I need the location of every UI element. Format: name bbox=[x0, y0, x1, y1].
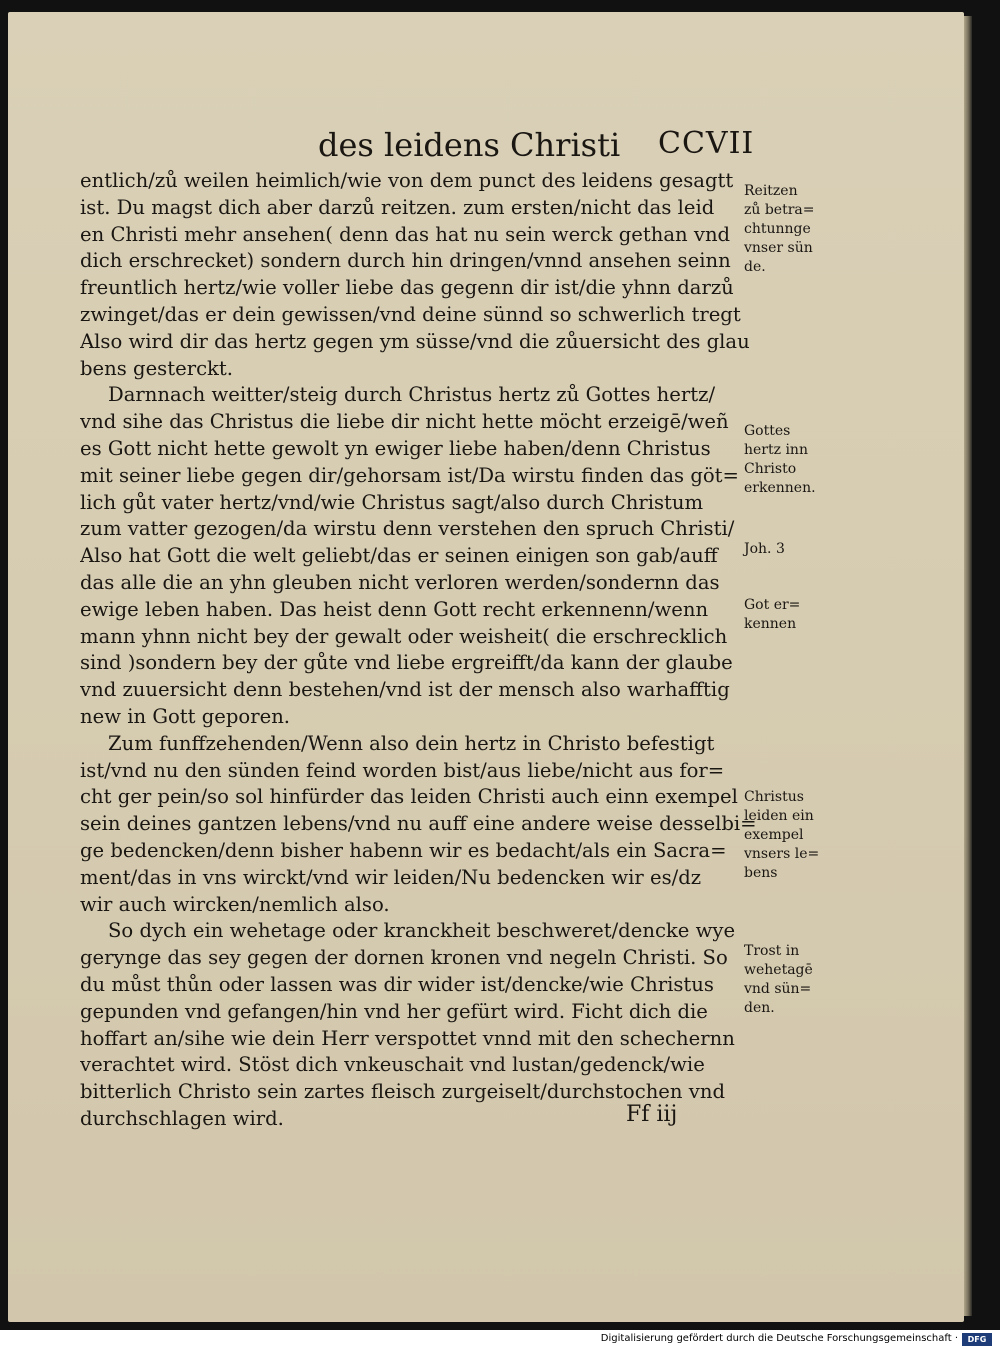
dfg-logo: DFG bbox=[962, 1333, 992, 1346]
text-line: Darnnach weitter/steig durch Christus hertz zů Gottes hertz/ bbox=[108, 383, 716, 407]
margin-note-line: Christus bbox=[744, 789, 804, 805]
margin-note bbox=[744, 788, 819, 883]
margin-note-line: wehetagē bbox=[744, 962, 813, 978]
margin-note-line: vnser sün bbox=[744, 240, 813, 256]
margin-note bbox=[744, 182, 815, 277]
text-line: mit seiner liebe gegen dir/gehorsam ist/Da wirstu finden das göt= bbox=[80, 463, 739, 487]
running-head bbox=[318, 126, 778, 166]
margin-note bbox=[744, 422, 816, 498]
text-line: zum vatter gezogen/da wirstu denn verstehen den spruch Christi/ bbox=[80, 517, 735, 541]
footer-credit: Digitalisierung gefördert durch die Deutsche Forschungsgemeinschaft · bbox=[600, 1333, 958, 1344]
text-line: es Gott nicht hette gewolt yn ewiger liebe haben/denn Christus bbox=[80, 436, 711, 460]
text-line: vnd zuuersicht denn bestehen/vnd ist der mensch also warhafftig bbox=[80, 678, 730, 702]
margin-note-line: Reitzen bbox=[744, 183, 798, 199]
text-line: entlich/zů weilen heimlich/wie von dem punct des leidens gesagtt bbox=[80, 169, 734, 192]
running-head-title: des leidens Christi bbox=[318, 126, 621, 164]
margin-note-line: vnsers le= bbox=[744, 846, 820, 862]
text-line: mann yhnn nicht bey der gewalt oder weisheit( die erschrecklich bbox=[80, 624, 728, 648]
text-line: durchschlagen wird. bbox=[80, 1106, 284, 1130]
folio-number: CCVII bbox=[658, 126, 755, 161]
margin-note-line: kennen bbox=[744, 616, 797, 632]
text-line: new in Gott geporen. bbox=[80, 704, 291, 728]
book-page bbox=[8, 12, 964, 1322]
text-line: du můst thůn oder lassen was dir wider ist/dencke/wie Christus bbox=[80, 972, 714, 996]
margin-note-line: Got er= bbox=[744, 597, 801, 613]
margin-note-line: erkennen. bbox=[744, 480, 816, 496]
text-line: gerynge das sey gegen der dornen kronen vnd negeln Christi. So bbox=[80, 946, 728, 970]
text-line: verachtet wird. Stöst dich vnkeuschait vnd lustan/gedenck/wie bbox=[80, 1053, 705, 1077]
margin-note-line: hertz inn bbox=[744, 442, 808, 458]
text-line: Zum funffzehenden/Wenn also dein hertz in Christo befestigt bbox=[108, 731, 715, 755]
text-line: Also wird dir das hertz gegen ym süsse/vnd die zůuersicht des glau bbox=[80, 329, 750, 353]
margin-note-line: chtunnge bbox=[744, 221, 811, 237]
margin-note-line: de. bbox=[744, 259, 766, 275]
text-line: ist. Du magst dich aber darzů reitzen. zum ersten/nicht das leid bbox=[80, 195, 715, 219]
body-text bbox=[80, 168, 760, 1133]
text-line: Also hat Gott die welt geliebt/das er seinen einigen son gab/auff bbox=[80, 544, 718, 568]
text-line: hoffart an/sihe wie dein Herr verspottet vnnd mit den schechernn bbox=[80, 1026, 735, 1050]
text-line: gepunden vnd gefangen/hin vnd her gefürt wird. Ficht dich die bbox=[80, 999, 708, 1023]
text-line: das alle die an yhn gleuben nicht verloren werden/sondernn das bbox=[80, 570, 720, 594]
text-line: wir auch wircken/nemlich also. bbox=[80, 892, 390, 916]
margin-note-line: Joh. 3 bbox=[744, 541, 785, 557]
text-line: lich gůt vater hertz/vnd/wie Christus sagt/also durch Christum bbox=[80, 490, 704, 514]
margin-note bbox=[744, 540, 785, 559]
margin-note-line: vnd sün= bbox=[744, 981, 812, 997]
margin-note bbox=[744, 942, 813, 1018]
text-line: cht ger pein/so sol hinfürder das leiden Christi auch einn exempel bbox=[80, 785, 738, 809]
margin-note-line: den. bbox=[744, 1000, 775, 1016]
margin-note-line: Gottes bbox=[744, 423, 791, 439]
text-line: bitterlich Christo sein zartes fleisch zurgeiselt/durchstochen vnd bbox=[80, 1080, 725, 1104]
text-line: vnd sihe das Christus die liebe dir nicht hette möcht erzeigē/weñ bbox=[80, 410, 729, 434]
text-line: en Christi mehr ansehen( denn das hat nu sein werck gethan vnd bbox=[80, 222, 731, 246]
text-line: sein deines gantzen lebens/vnd nu auff eine andere weise desselbi= bbox=[80, 812, 757, 836]
text-line: So dych ein wehetage oder kranckheit beschweret/dencke wye bbox=[108, 919, 736, 943]
margin-note bbox=[744, 596, 800, 634]
margin-note-line: Christo bbox=[744, 461, 797, 477]
text-line: ment/das in vns wirckt/vnd wir leiden/Nu bedencken wir es/dz bbox=[80, 865, 702, 889]
text-line: ist/vnd nu den sünden feind worden bist/aus liebe/nicht aus for= bbox=[80, 758, 725, 782]
margin-note-line: exempel bbox=[744, 827, 804, 843]
text-line: ge bedencken/denn bisher habenn wir es bedacht/als ein Sacra= bbox=[80, 838, 727, 862]
text-line: bens gesterckt. bbox=[80, 356, 234, 380]
margin-note-line: zů betra= bbox=[744, 202, 815, 218]
text-line: zwinget/das er dein gewissen/vnd deine sünnd so schwerlich tregt bbox=[80, 302, 741, 326]
text-line: freuntlich hertz/wie voller liebe das gegenn dir ist/die yhnn darzů bbox=[80, 276, 734, 300]
margin-note-line: Trost in bbox=[744, 943, 800, 959]
text-line: sind )sondern bey der gůte vnd liebe ergreifft/da kann der glaube bbox=[80, 651, 733, 675]
margin-note-line: leiden ein bbox=[744, 808, 814, 824]
margin-note-line: bens bbox=[744, 865, 778, 881]
text-line: dich erschrecket) sondern durch hin dringen/vnnd ansehen seinn bbox=[80, 249, 731, 273]
signature-mark: Ff iij bbox=[626, 1102, 678, 1127]
text-line: ewige leben haben. Das heist denn Gott recht erkennenn/wenn bbox=[80, 597, 709, 621]
